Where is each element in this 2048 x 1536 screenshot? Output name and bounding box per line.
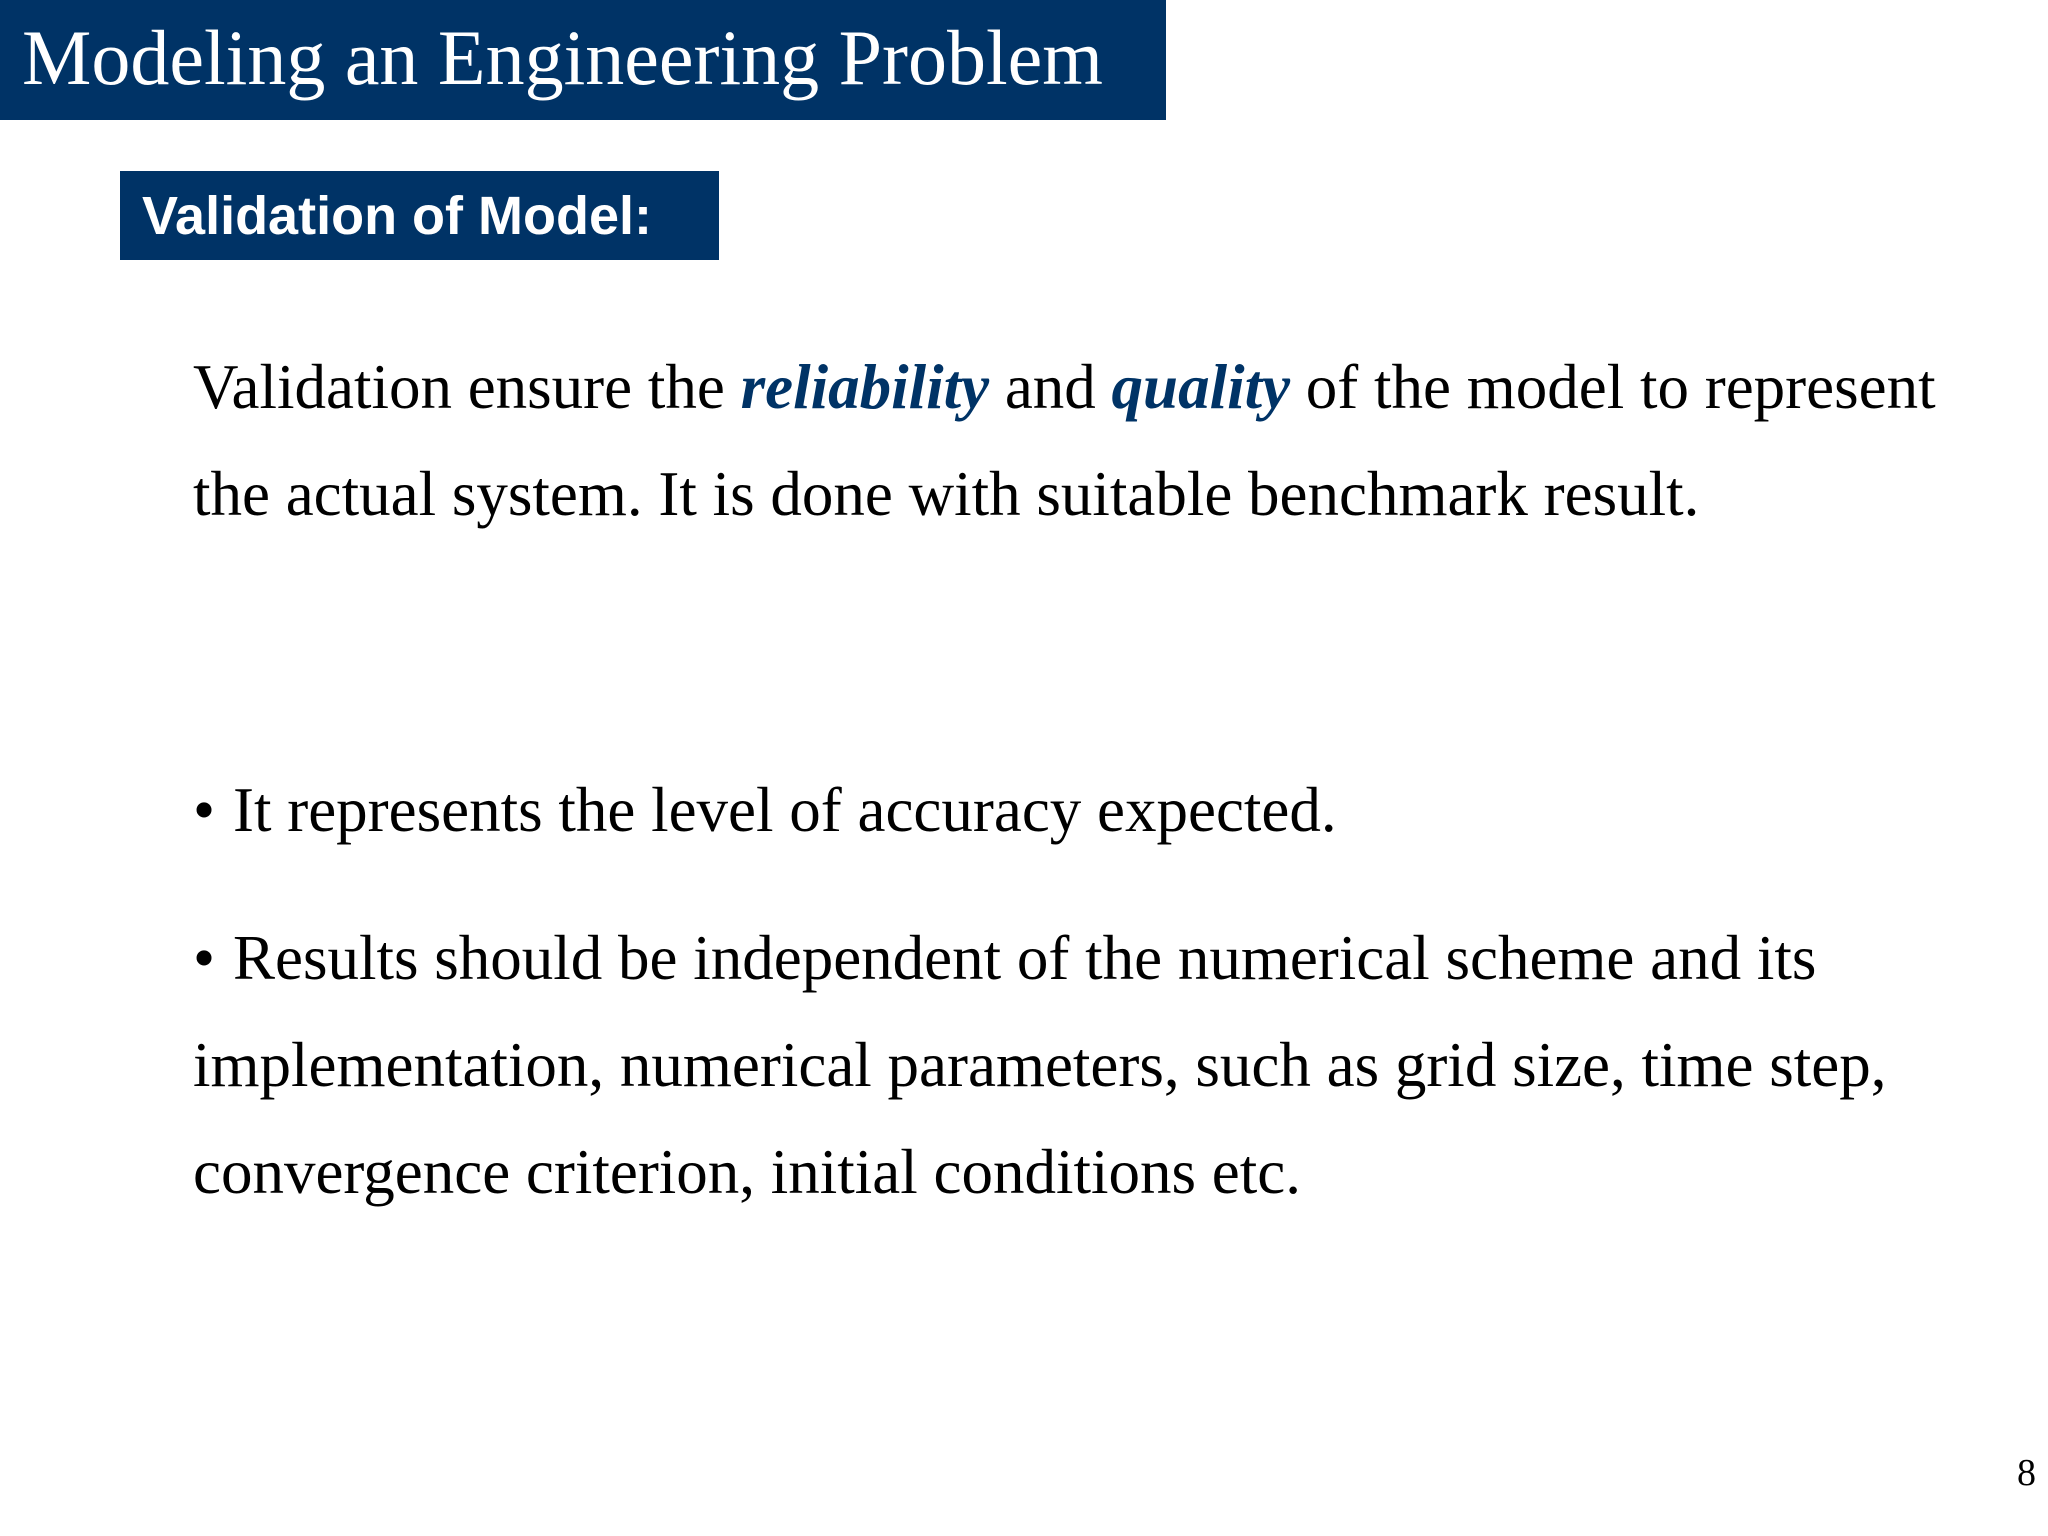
bullet-list [193,757,2003,1267]
bullet-text: Results should be independent of the numerical scheme and its implementation, numerical parameters, such as grid size, time step, convergence criterion, initial conditions etc. [193,923,1887,1207]
bullet-icon: • [193,775,216,845]
emphasis-reliability: reliability [740,352,990,422]
section-label [120,171,719,260]
bullet-icon: • [193,923,216,993]
title-bar [0,0,1166,120]
intro-text-part3: of the model to represent the actual system. It is done with suitable benchmark result. [193,352,1936,529]
page-number: 8 [2017,1452,2036,1494]
list-item [193,905,2003,1226]
intro-text-part1: Validation ensure the [193,352,741,422]
emphasis-quality: quality [1111,352,1291,422]
intro-text-part2: and [989,352,1112,422]
section-label-text: Validation of Model: [142,185,652,246]
list-item [193,757,2003,864]
intro-paragraph [193,334,1993,548]
bullet-text: It represents the level of accuracy expected. [233,775,1337,845]
slide-title: Modeling an Engineering Problem [22,14,1103,101]
